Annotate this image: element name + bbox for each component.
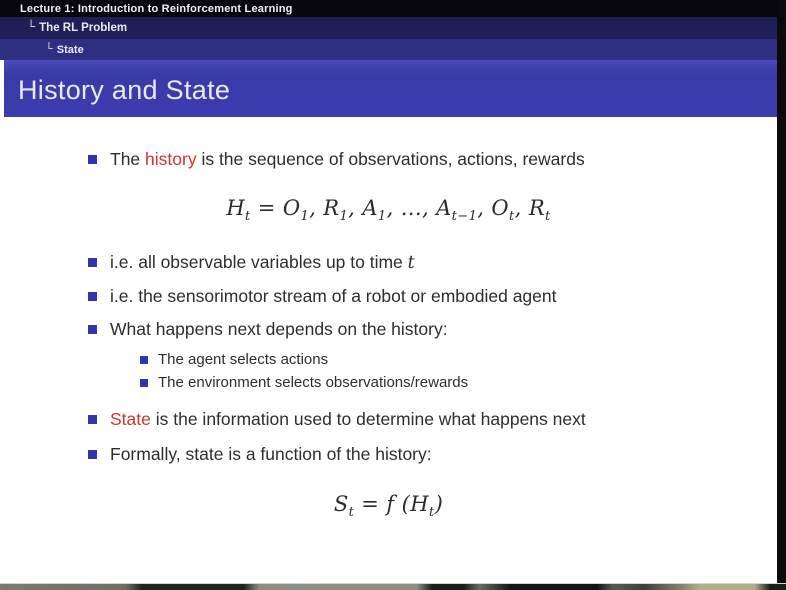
bullet-text: i.e. the sensorimotor stream of a robot or embodied agent — [110, 286, 557, 306]
bullet-text: i.e. all observable variables up to time t — [110, 252, 415, 273]
breadcrumb-section: The RL Problem — [39, 22, 128, 34]
bullet-history-definition — [88, 148, 760, 171]
video-bottom-strip — [0, 583, 786, 590]
bullet-square-icon — [88, 258, 97, 267]
bullet-square-icon — [140, 356, 148, 364]
bullet-square-icon — [140, 379, 148, 387]
bullet-text: The agent selects actions — [158, 351, 329, 368]
history-equation: $H_t = O_1$, $R_1$, $A_1$, ..., $A_{t-1}$, $O_t$, $R_t$ — [226, 196, 551, 225]
lecture-title: Lecture 1: Introduction to Reinforcement Learning — [20, 2, 293, 15]
slide-title: History and State — [18, 75, 231, 105]
bullet-square-icon — [88, 450, 97, 459]
breadcrumb-subsection-bar — [0, 39, 777, 60]
breadcrumb-subsection: State — [56, 43, 84, 56]
video-right-edge — [777, 0, 786, 583]
bullet-text: What happens next depends on the history: — [110, 319, 448, 339]
bullet-text: Formally, state is a function of the history: — [110, 444, 432, 464]
subbullet-environment-selects — [140, 373, 740, 393]
bullet-square-icon — [88, 155, 97, 164]
tree-corner-icon: └ — [45, 42, 53, 55]
subbullet-agent-selects-actions — [140, 350, 740, 370]
bullet-what-happens-next — [88, 318, 760, 341]
bullet-state-definition — [88, 408, 760, 431]
slide-title-bar — [4, 60, 777, 117]
bullet-text: The history is the sequence of observations, actions, rewards — [110, 149, 585, 169]
breadcrumb-section-bar — [0, 17, 777, 39]
tree-corner-icon: └ — [27, 21, 36, 33]
bullet-sensorimotor-stream — [88, 285, 760, 308]
bullet-square-icon — [88, 415, 97, 424]
bullet-formally-state — [88, 443, 760, 466]
bullet-text: The environment selects observations/rewards — [158, 374, 469, 391]
bullet-square-icon — [88, 292, 97, 301]
state-equation: $S_t = f$ $(H_t)$ — [333, 492, 444, 521]
bullet-observable-variables — [88, 251, 760, 275]
bullet-text: State is the information used to determine what happens next — [110, 409, 586, 429]
bullet-square-icon — [88, 325, 97, 334]
lecture-title-bar — [0, 0, 777, 17]
